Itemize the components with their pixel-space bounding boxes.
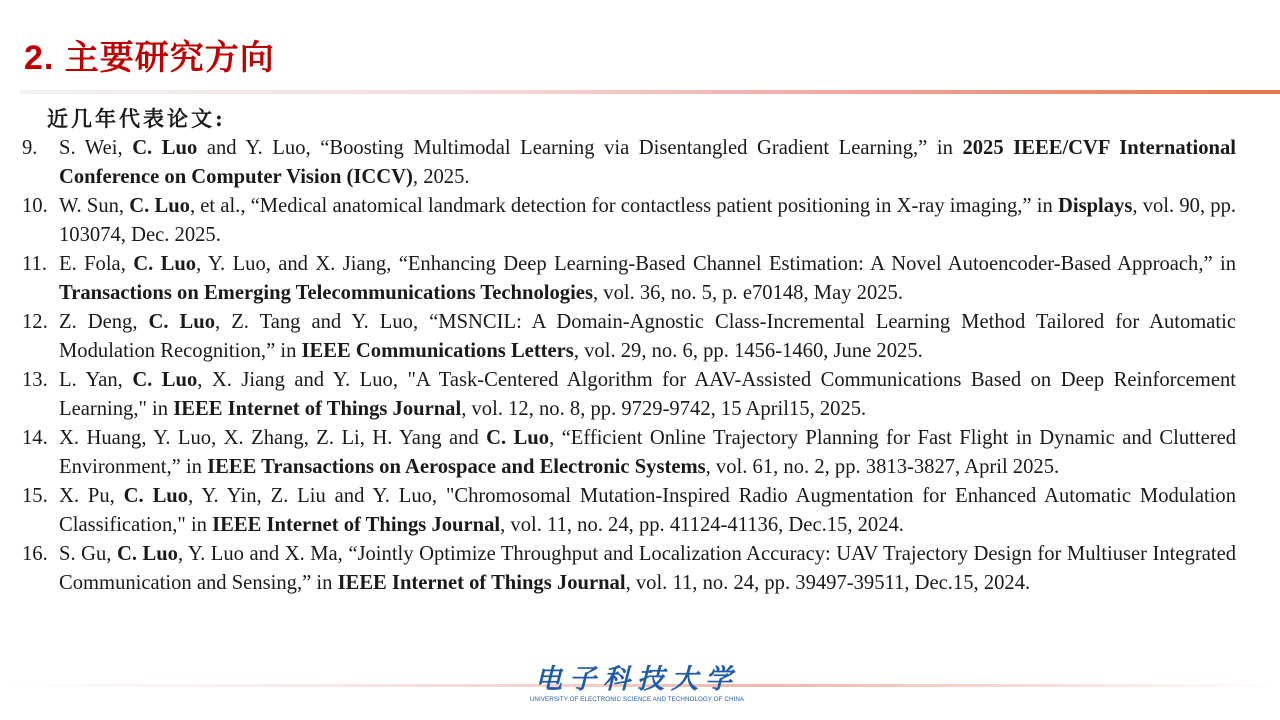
reference-text: , vol. 11, no. 24, pp. 41124-41136, Dec.15, 2024. [500, 514, 904, 536]
reference-text: S. Wei, [59, 137, 133, 159]
reference-emphasis: Displays [1057, 195, 1133, 217]
reference-emphasis: C. Luo [129, 195, 190, 217]
reference-number: 13. [22, 369, 48, 391]
reference-text: , 2025. [412, 166, 470, 188]
reference-text: , vol. 11, no. 24, pp. 39497-39511, Dec.15, 2024. [625, 572, 1031, 594]
reference-text: , vol. 29, no. 6, pp. 1456-1460, June 2025. [573, 340, 923, 362]
title-divider [20, 90, 1280, 94]
reference-text: , Y. Luo and X. Ma, “Jointly Optimize Throughput and Localization Accuracy: UAV Trajectory Design for Multiuser Integrated Communication and Sensing,” in [59, 543, 1237, 594]
reference-item [22, 540, 1236, 598]
reference-text: X. Pu, [59, 485, 124, 507]
section-subtitle: 近几年代表论文: [47, 106, 226, 131]
reference-emphasis: IEEE Internet of Things Journal [212, 514, 501, 536]
reference-text: , Y. Luo, and X. Jiang, “Enhancing Deep Learning-Based Channel Estimation: A Novel Autoencoder-Based Approach,” in [196, 253, 1237, 275]
reference-emphasis: IEEE Communications Letters [301, 340, 574, 362]
reference-number: 11. [22, 253, 47, 275]
reference-text: Z. Deng, [59, 311, 149, 333]
reference-text: L. Yan, [59, 369, 133, 391]
reference-text: , et al., “Medical anatomical landmark detection for contactless patient positioning in X-ray imaging,” in [189, 195, 1058, 217]
reference-item [22, 424, 1236, 482]
reference-emphasis: IEEE Internet of Things Journal [173, 398, 462, 420]
reference-text: X. Huang, Y. Luo, X. Zhang, Z. Li, H. Yang and [59, 427, 487, 449]
reference-text: , vol. 61, no. 2, pp. 3813-3827, April 2025. [705, 456, 1060, 478]
reference-number: 15. [22, 485, 48, 507]
reference-number: 12. [22, 311, 48, 333]
reference-text: , vol. 36, no. 5, p. e70148, May 2025. [592, 282, 904, 304]
reference-text: and Y. Luo, “Boosting Multimodal Learning via Disentangled Gradient Learning,” in [197, 137, 963, 159]
reference-emphasis: C. Luo [148, 311, 216, 333]
reference-emphasis: C. Luo [116, 543, 178, 565]
reference-text: , Y. Yin, Z. Liu and Y. Luo, "Chromosomal Mutation-Inspired Radio Augmentation for Enhanced Automatic Modulation Classification," in [59, 485, 1236, 536]
reference-number: 16. [22, 543, 48, 565]
reference-number: 9. [22, 137, 38, 159]
reference-item [22, 366, 1236, 424]
reference-text: , vol. 12, no. 8, pp. 9729-9742, 15 April15, 2025. [461, 398, 867, 420]
reference-item [22, 250, 1236, 308]
reference-number: 10. [22, 195, 48, 217]
reference-text: S. Gu, [59, 543, 117, 565]
reference-number: 14. [22, 427, 48, 449]
reference-list [22, 134, 1236, 598]
reference-item [22, 482, 1236, 540]
logo-english-name: UNIVERSITY OF ELECTRONIC SCIENCE AND TECHNOLOGY OF CHINA [529, 696, 745, 703]
reference-emphasis: IEEE Transactions on Aerospace and Electronic Systems [207, 456, 706, 478]
reference-emphasis: C. Luo [133, 253, 197, 275]
logo-chinese-name: 电子科技大学 [535, 664, 739, 695]
reference-text: W. Sun, [59, 195, 130, 217]
reference-emphasis: C. Luo [486, 427, 550, 449]
reference-emphasis: C. Luo [132, 137, 198, 159]
reference-text: E. Fola, [59, 253, 134, 275]
reference-text: , vol. 90, pp. 103074, Dec. 2025. [59, 195, 1237, 246]
slide-title: 2. 主要研究方向 [24, 39, 275, 77]
university-logo [527, 664, 747, 708]
reference-emphasis: C. Luo [132, 369, 198, 391]
reference-text: , X. Jiang and Y. Luo, "A Task-Centered Algorithm for AAV-Assisted Communications Based on Deep Reinforcement Learning," in [59, 369, 1236, 420]
reference-text: , Z. Tang and Y. Luo, “MSNCIL: A Domain-Agnostic Class-Incremental Learning Method Tailored for Automatic Modulation Recognition,” in [59, 311, 1237, 362]
reference-text: , “Efficient Online Trajectory Planning for Fast Flight in Dynamic and Cluttered Environment,” in [59, 427, 1237, 478]
reference-item [22, 192, 1236, 250]
reference-emphasis: Transactions on Emerging Telecommunications Technologies [59, 282, 593, 304]
reference-emphasis: C. Luo [123, 485, 189, 507]
reference-emphasis: 2025 IEEE/CVF International Conference on Computer Vision (ICCV) [59, 137, 1236, 188]
reference-item [22, 134, 1236, 192]
reference-item [22, 308, 1236, 366]
reference-emphasis: IEEE Internet of Things Journal [337, 572, 626, 594]
